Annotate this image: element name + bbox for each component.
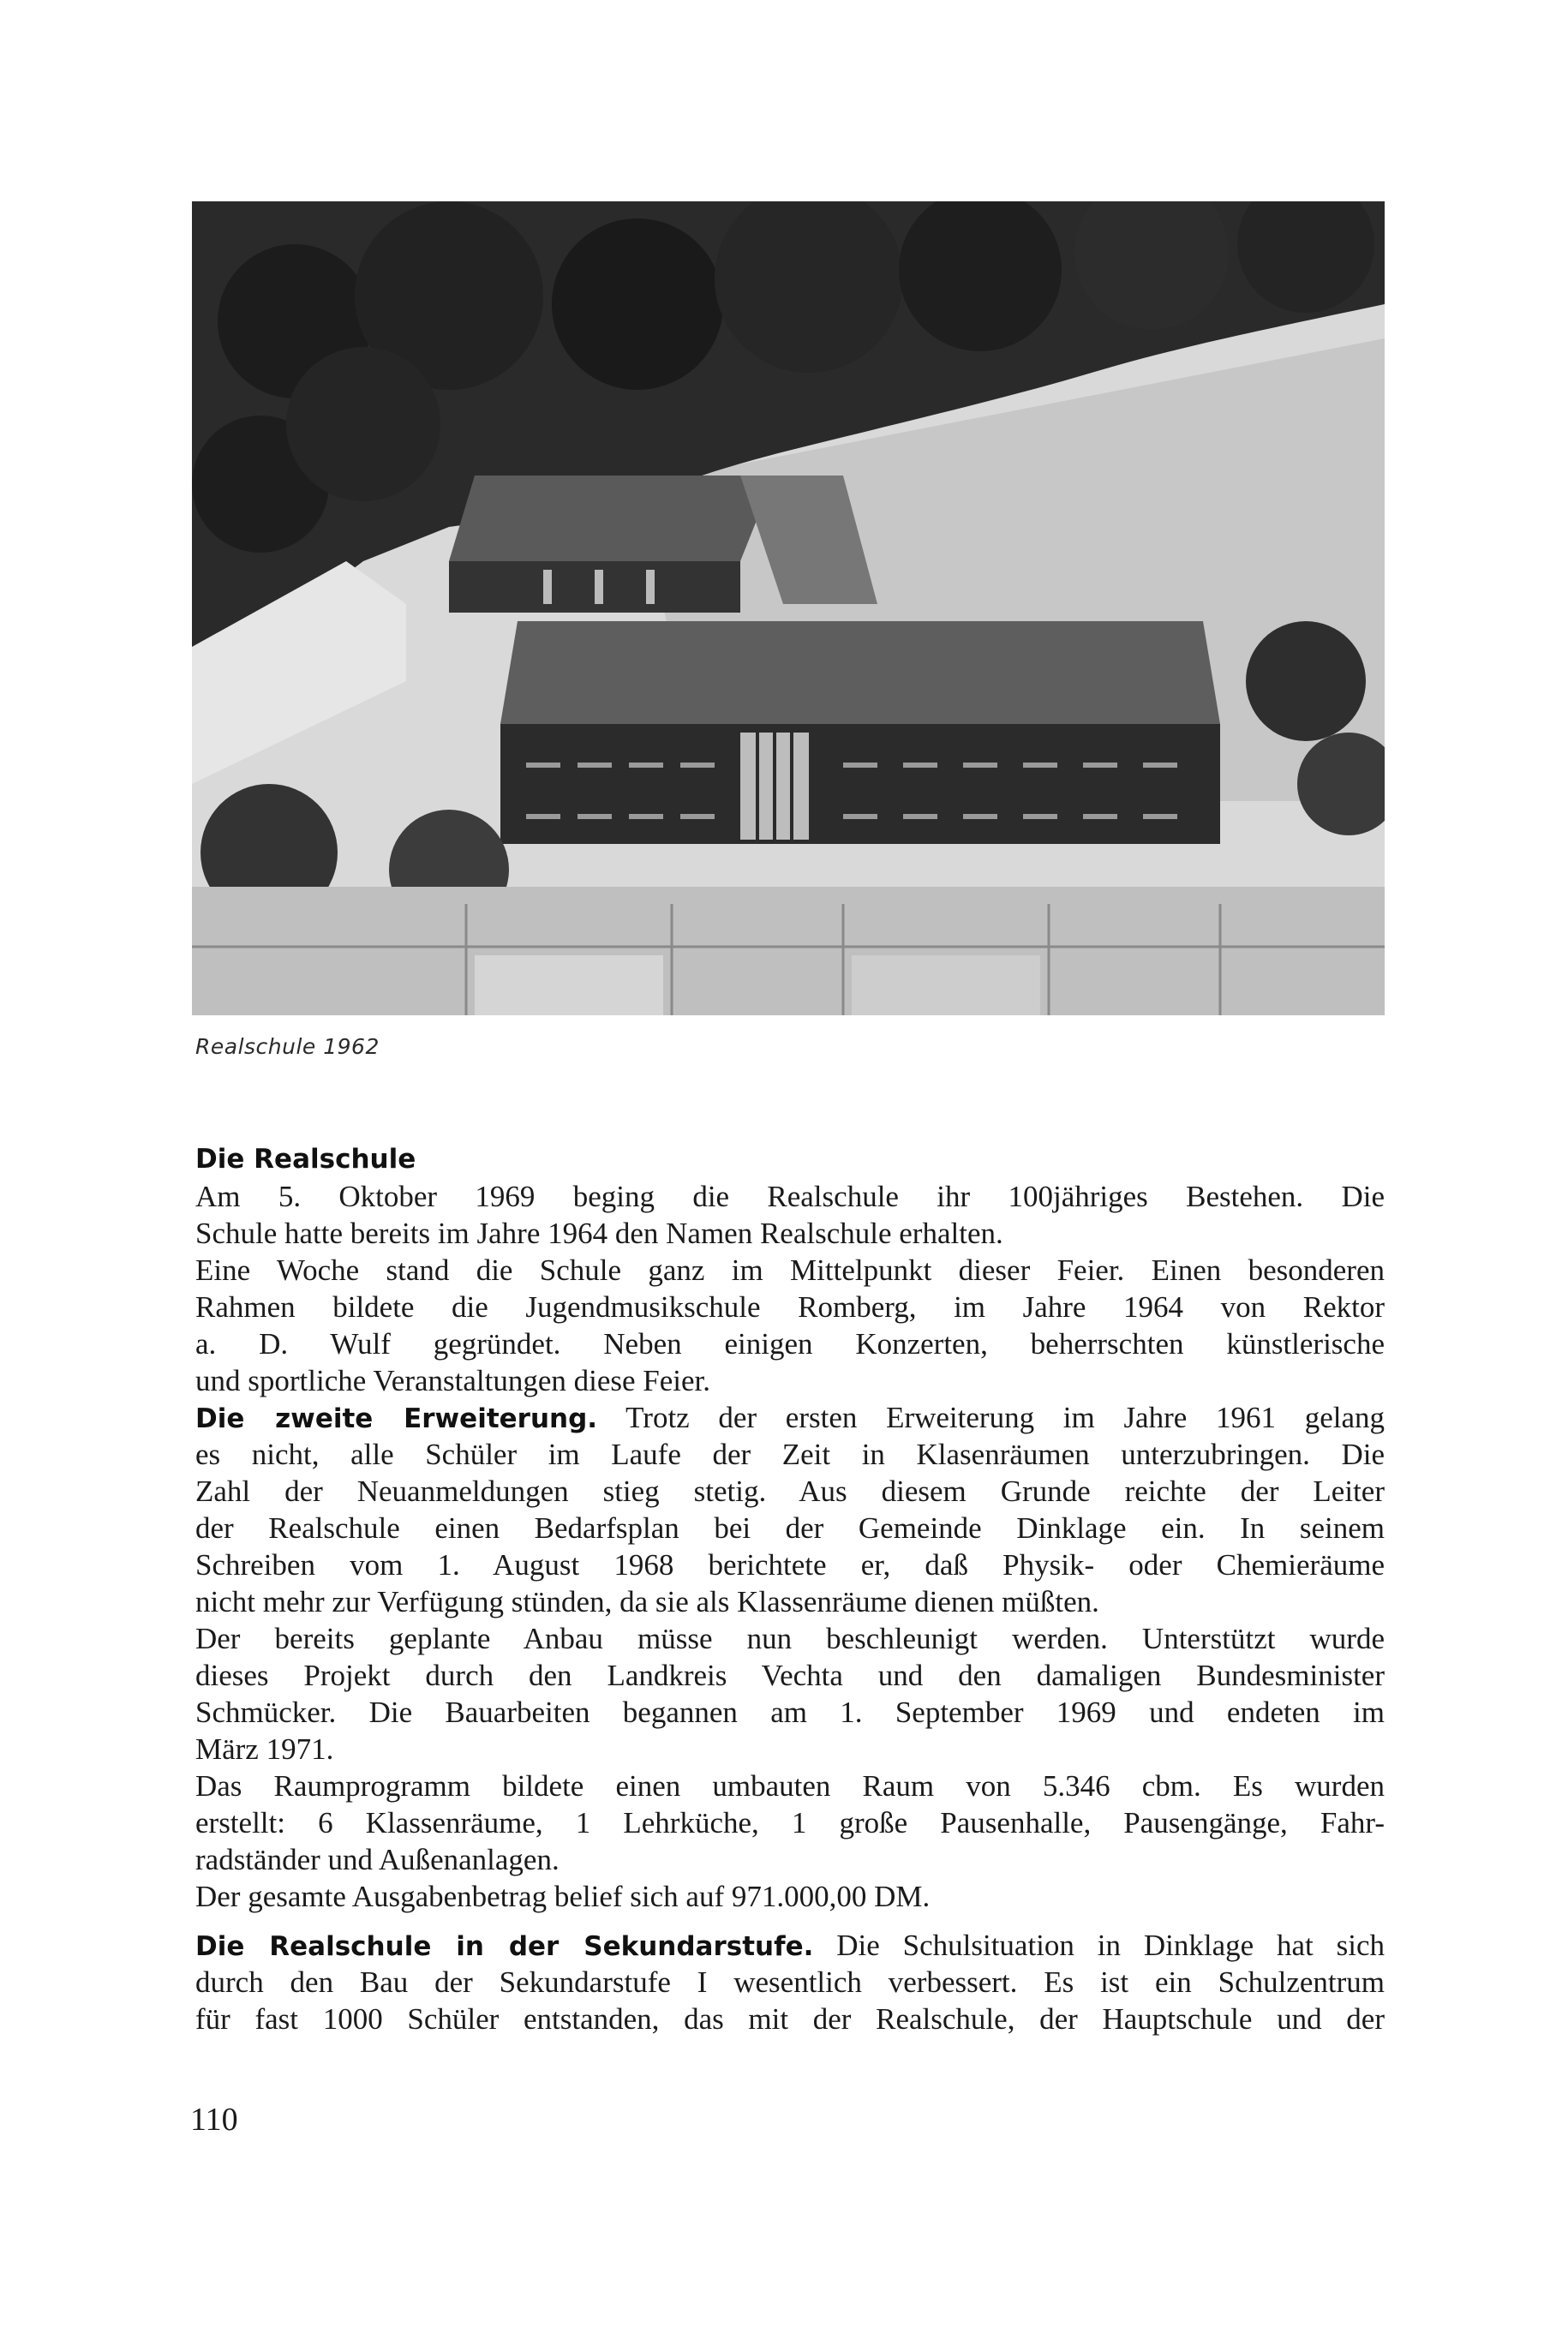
text-line: durch den Bau der Sekundarstufe I wesentlich verbessert. Es ist ein Schulzentrum xyxy=(195,1965,1385,1999)
text-line: Der bereits geplante Anbau müsse nun beschleunigt werden. Unterstützt wurde xyxy=(195,1622,1385,1655)
text-line: nicht mehr zur Verfügung stünden, da sie als Klassenräume dienen müßten. xyxy=(195,1585,1099,1618)
paragraph-gap xyxy=(195,1915,1385,1927)
text-line xyxy=(195,1927,1385,1964)
paragraph-room-program xyxy=(195,1768,1385,1878)
paragraph-construction xyxy=(195,1620,1385,1768)
inline-heading: Die zweite Erweiterung. xyxy=(195,1403,598,1434)
aerial-photo-image xyxy=(192,201,1385,1015)
text-line: dieses Projekt durch den Landkreis Vechta und den damaligen Bundesminister xyxy=(195,1659,1385,1692)
text-line: Zahl der Neuanmeldungen stieg stetig. Aus diesem Grunde reichte der Leiter xyxy=(195,1475,1385,1508)
page-number: 110 xyxy=(190,2102,238,2138)
text-line: a. D. Wulf gegründet. Neben einigen Konzerten, beherrschten künstlerische xyxy=(195,1327,1385,1361)
text-line: Rahmen bildete die Jugendmusikschule Romberg, im Jahre 1964 von Rektor xyxy=(195,1290,1385,1324)
text-line: Das Raumprogramm bildete einen umbauten Raum von 5.346 cbm. Es wurden xyxy=(195,1769,1385,1803)
paragraph-celebration xyxy=(195,1252,1385,1399)
inline-heading: Die Realschule in der Sekundarstufe. xyxy=(195,1931,814,1962)
text-line: Schule hatte bereits im Jahre 1964 den Namen Realschule erhalten. xyxy=(195,1217,1003,1250)
text-run: Die Schulsituation in Dinklage hat sich xyxy=(813,1929,1385,1962)
text-line: der Realschule einen Bedarfsplan bei der Gemeinde Dinklage ein. In seinem xyxy=(195,1511,1385,1545)
text-line: März 1971. xyxy=(195,1732,334,1766)
text-line xyxy=(195,1399,1385,1436)
text-run: Trotz der ersten Erweiterung im Jahre 1961 gelang xyxy=(597,1401,1385,1434)
section-heading: Die Realschule xyxy=(195,1144,416,1175)
realschule-photo xyxy=(192,201,1385,1015)
text-line: und sportliche Veranstaltungen diese Feier. xyxy=(195,1364,711,1397)
article-body xyxy=(195,1141,1385,2037)
paragraph-costs xyxy=(195,1878,1385,1915)
text-line: Am 5. Oktober 1969 beging die Realschule ihr 100jähriges Bestehen. Die xyxy=(195,1180,1385,1213)
text-line: Schreiben vom 1. August 1968 berichtete er, daß Physik- oder Chemieräume xyxy=(195,1548,1385,1582)
text-line: radständer und Außenanlagen. xyxy=(195,1843,560,1876)
photo-caption: Realschule 1962 xyxy=(195,1034,380,1059)
paragraph-anniversary xyxy=(195,1178,1385,1252)
text-line: Der gesamte Ausgabenbetrag belief sich auf 971.000,00 DM. xyxy=(195,1880,931,1913)
paragraph-secondary-level xyxy=(195,1927,1385,2037)
text-line: erstellt: 6 Klassenräume, 1 Lehrküche, 1 große Pausenhalle, Pausengänge, Fahr- xyxy=(195,1806,1385,1839)
text-line: für fast 1000 Schüler entstanden, das mit der Realschule, der Hauptschule und der xyxy=(195,2002,1385,2036)
text-line: es nicht, alle Schüler im Laufe der Zeit in Klasenräumen unterzubringen. Die xyxy=(195,1438,1385,1471)
text-line: Eine Woche stand die Schule ganz im Mittelpunkt dieser Feier. Einen besonderen xyxy=(195,1253,1385,1287)
text-line: Schmücker. Die Bauarbeiten begannen am 1. September 1969 und endeten im xyxy=(195,1696,1385,1729)
paragraph-second-extension xyxy=(195,1399,1385,1620)
